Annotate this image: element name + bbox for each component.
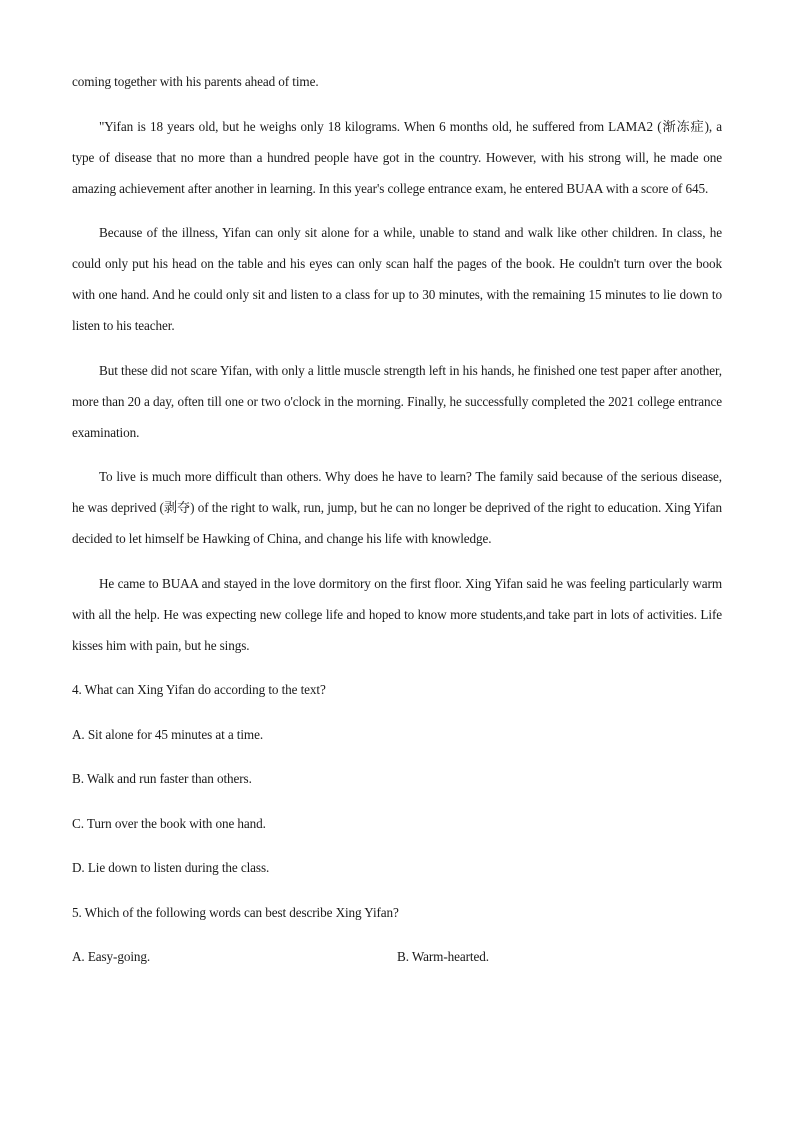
document-page [72, 66, 722, 972]
passage-paragraph-5: He came to BUAA and stayed in the love dormitory on the first floor. Xing Yifan said he was feeling particularly warm with all the help. He was expecting new college life and hoped to know more students,and take part in lots of activities. Life kisses him with pain, but he sings. [72, 575, 722, 653]
question-5-option-b: B. Warm-hearted. [397, 949, 489, 964]
question-5-stem: 5. Which of the following words can best describe Xing Yifan? [72, 904, 399, 920]
question-5 [72, 897, 722, 973]
passage-paragraph-3: But these did not scare Yifan, with only a little muscle strength left in his hands, he finished one test paper after another, more than 20 a day, often till one or two o'clock in the morning. Finally, he successfully completed the 2021 college entrance examination. [72, 362, 722, 440]
question-4-stem: 4. What can Xing Yifan do according to the text? [72, 682, 326, 697]
question-4-option-d: D. Lie down to listen during the class. [72, 860, 270, 875]
passage-paragraph-0: coming together with his parents ahead of time. [72, 74, 319, 89]
question-4 [72, 674, 722, 883]
question-5-options-row [72, 941, 722, 972]
question-4-option-b: B. Walk and run faster than others. [72, 771, 252, 786]
question-5-option-a: A. Easy-going. [72, 949, 151, 964]
passage-paragraph-4: To live is much more difficult than others. Why does he have to learn? The family said because of the serious disease, he was deprived (剥夺) of the right to walk, run, jump, but he can no longer be deprived of the right to education. Xing Yifan decided to let himself be Hawking of China, and change his life with knowledge. [72, 469, 722, 546]
passage-paragraph-1: "Yifan is 18 years old, but he weighs only 18 kilograms. When 6 months old, he suffered from LAMA2 (渐冻症), a type of disease that no more than a hundred people have got in the country. However, with his strong will, he made one amazing achievement after another in learning. In this year's college entrance exam, he entered BUAA with a score of 645. [72, 118, 722, 196]
question-4-option-a: A. Sit alone for 45 minutes at a time. [72, 726, 264, 742]
passage-paragraph-2: Because of the illness, Yifan can only sit alone for a while, unable to stand and walk like other children. In class, he could only put his head on the table and his eyes can only scan half the pages of the book. He couldn't turn over the book with one hand. And he could only sit and listen to a class for up to 30 minutes, with the remaining 15 minutes to lie down to listen to his teacher. [72, 225, 722, 333]
question-4-option-c: C. Turn over the book with one hand. [72, 815, 266, 831]
